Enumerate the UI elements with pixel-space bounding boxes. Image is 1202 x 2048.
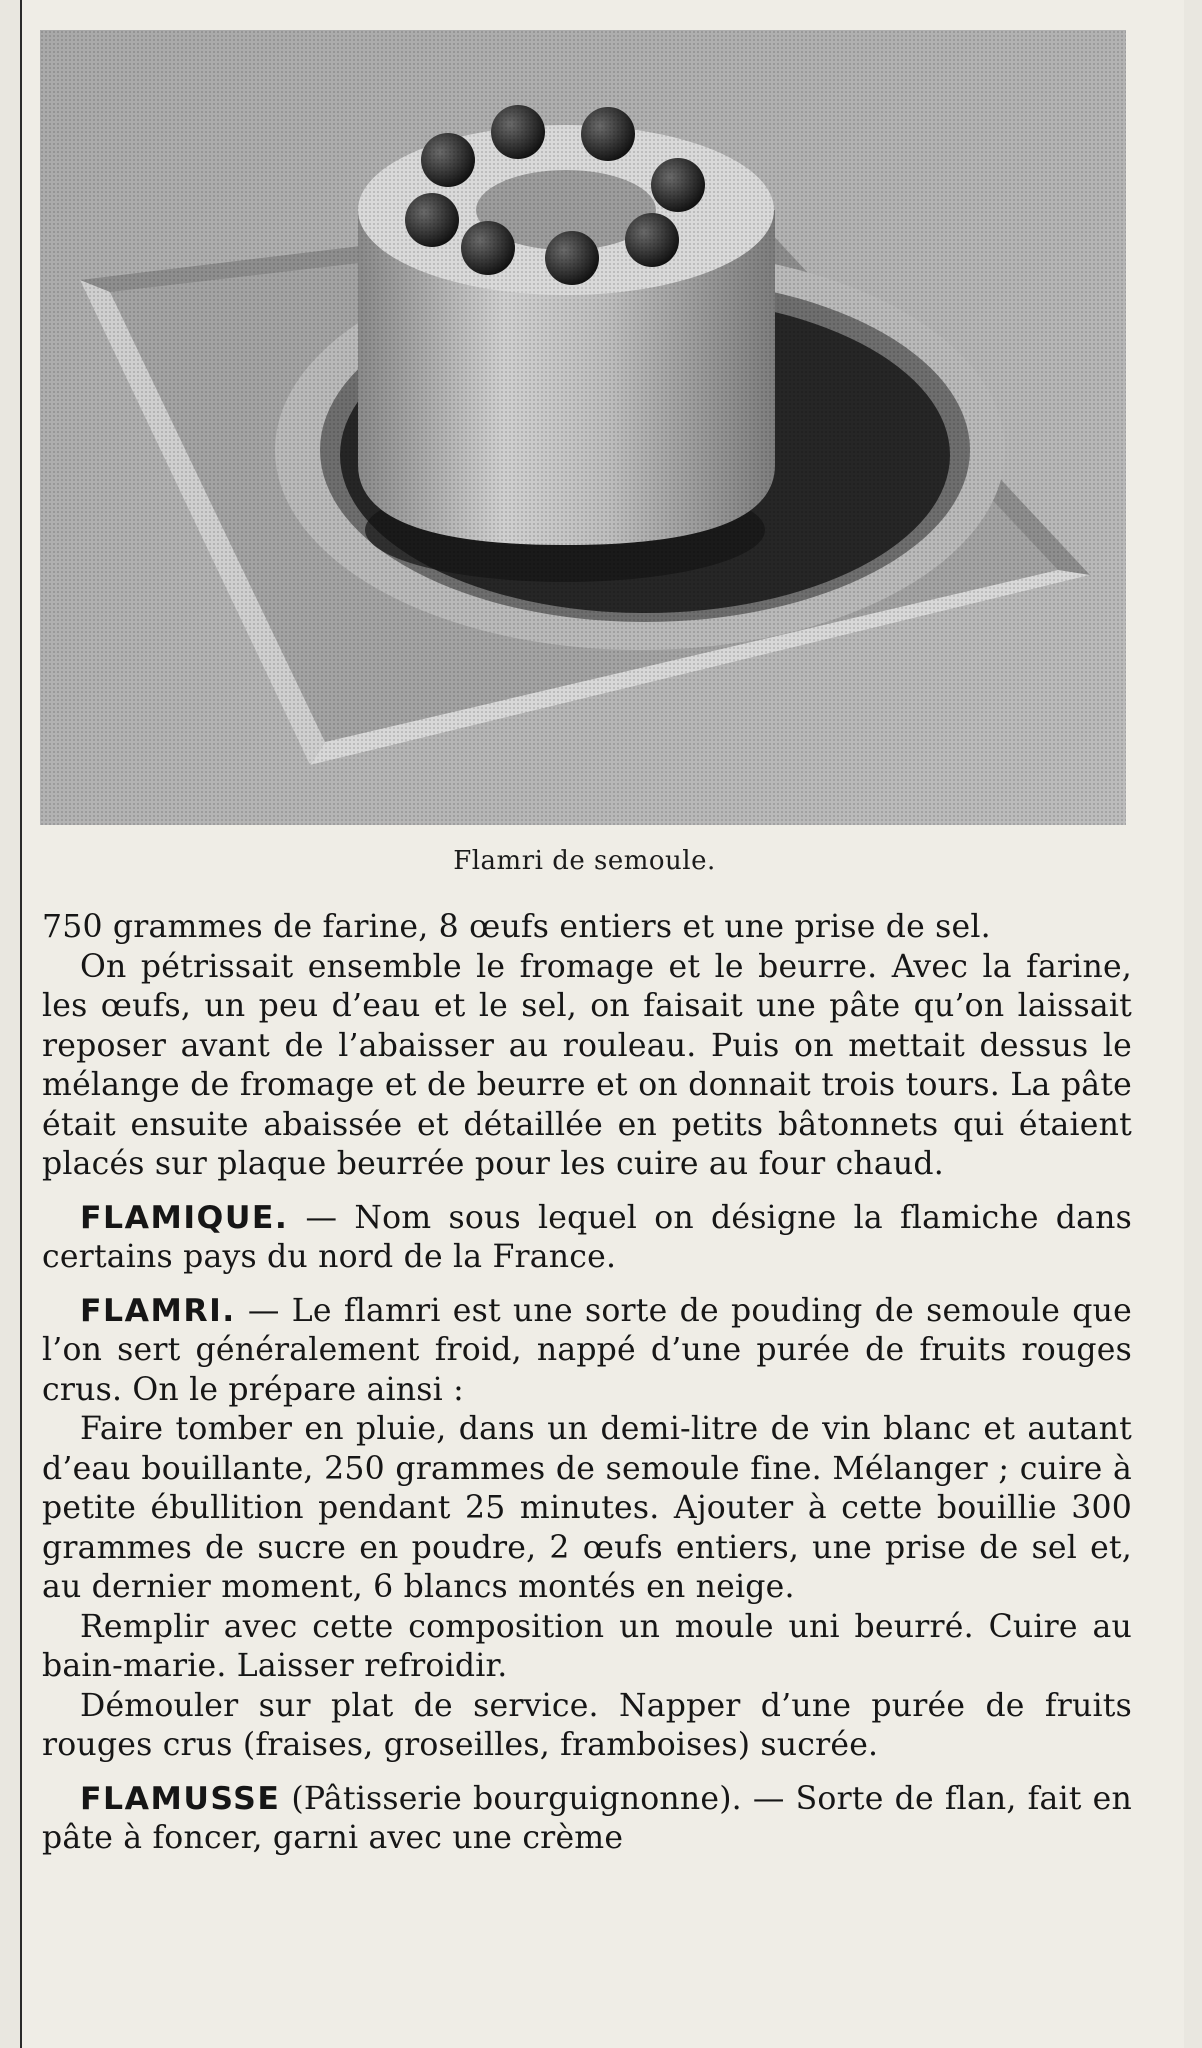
paragraph-ingredients: 750 grammes de farine, 8 œufs entiers et une prise de sel. [42, 909, 991, 945]
headword-flamri: FLAMRI. [80, 1292, 236, 1329]
flamri-illustration [40, 30, 1126, 825]
entry-flamusse [42, 1780, 1132, 1859]
flamri-photo [40, 30, 1126, 825]
entry-flamique-text: — Nom sous lequel on désigne la flamiche dans certains pays du nord de la France. [42, 1199, 1132, 1275]
headword-flamusse: FLAMUSSE [80, 1780, 281, 1817]
paragraph-method: On pétrissait ensemble le fromage et le beurre. Avec la farine, les œufs, un peu d’eau et le sel, on faisait une pâte qu’on laissait reposer avant de l’abaisser au rouleau. Puis on mettait dessus le mélange de fromage et de beurre et on donnait trois tours. La pâte était ensuite abaissée et détaillée en petits bâtonnets qui étaient placés sur plaque beurrée pour les cuire au four chaud. [42, 948, 1132, 1182]
flamri-paragraph-3: Démouler sur plat de service. Napper d’une purée de fruits rouges crus (fraises, groseilles, framboises) sucrée. [42, 1687, 1132, 1763]
entry-flamri-text: — Le flamri est une sorte de pouding de semoule que l’on sert généralement froid, nappé d’une purée de fruits rouges crus. On le prépare ainsi : [42, 1292, 1132, 1408]
entry-flamique [42, 1199, 1132, 1278]
entry-flamusse-text: (Pâtisserie bourguignonne). — Sorte de flan, fait en pâte à foncer, garni avec une crème [42, 1780, 1132, 1856]
headword-flamique: FLAMIQUE. [80, 1199, 289, 1236]
flamri-paragraph-1: Faire tomber en pluie, dans un demi-litre de vin blanc et autant d’eau bouillante, 250 grammes de semoule fine. Mélanger ; cuire à petite ébullition pendant 25 minutes. Ajouter à cette bouillie 300 grammes de sucre en poudre, 2 œufs entiers, une prise de sel et, au dernier moment, 6 blancs montés en neige. [42, 1411, 1132, 1605]
flamri-paragraph-2: Remplir avec cette composition un moule uni beurré. Cuire au bain-marie. Laisser refroidir. [42, 1608, 1132, 1684]
body-text [42, 908, 1132, 1859]
figure-caption: Flamri de semoule. [453, 846, 716, 876]
entry-flamri [42, 1292, 1132, 1411]
book-page [22, 0, 1184, 2048]
